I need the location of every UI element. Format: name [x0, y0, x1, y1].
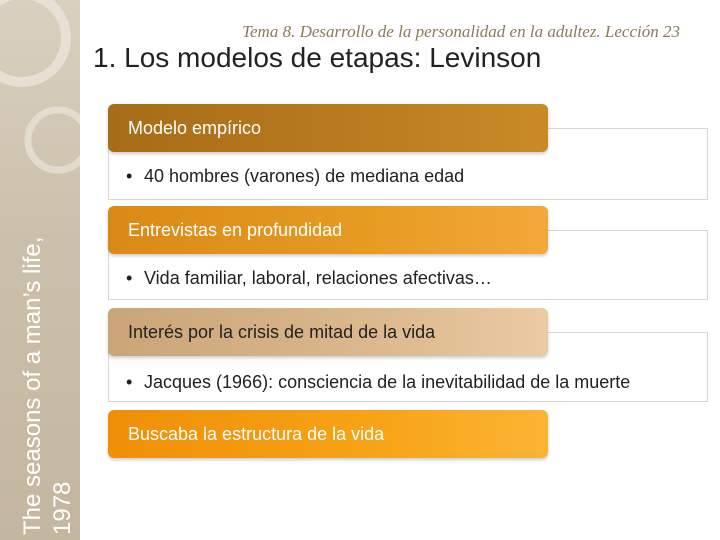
decorative-sidebar	[0, 0, 80, 540]
vertical-caption-wrapper	[18, 205, 78, 535]
bullet-text-2: Vida familiar, laboral, relaciones afectivas…	[144, 268, 492, 288]
bullet-text-3: Jacques (1966): consciencia de la inevitabilidad de la muerte	[144, 372, 631, 392]
heading-estructura-vida: Buscaba la estructura de la vida	[108, 410, 548, 458]
heading-modelo-empirico: Modelo empírico	[108, 104, 548, 152]
bullet-marker: •	[126, 372, 133, 392]
bullet-marker: •	[126, 268, 133, 288]
bullet-text-1: 40 hombres (varones) de mediana edad	[144, 166, 465, 186]
bullet-item-1	[126, 166, 686, 186]
bullet-item-2	[126, 268, 686, 288]
heading-entrevistas: Entrevistas en profundidad	[108, 206, 548, 254]
vertical-caption: The seasons of a man’s life, 1978	[19, 236, 76, 535]
bullet-marker: •	[126, 166, 133, 186]
bullet-item-3	[126, 372, 686, 392]
heading-interes-crisis: Interés por la crisis de mitad de la vida	[108, 308, 548, 356]
slide-title: 1. Los modelos de etapas: Levinson	[93, 42, 542, 73]
lesson-subtitle: Tema 8. Desarrollo de la personalidad en la adultez. Lección 23	[242, 22, 680, 41]
